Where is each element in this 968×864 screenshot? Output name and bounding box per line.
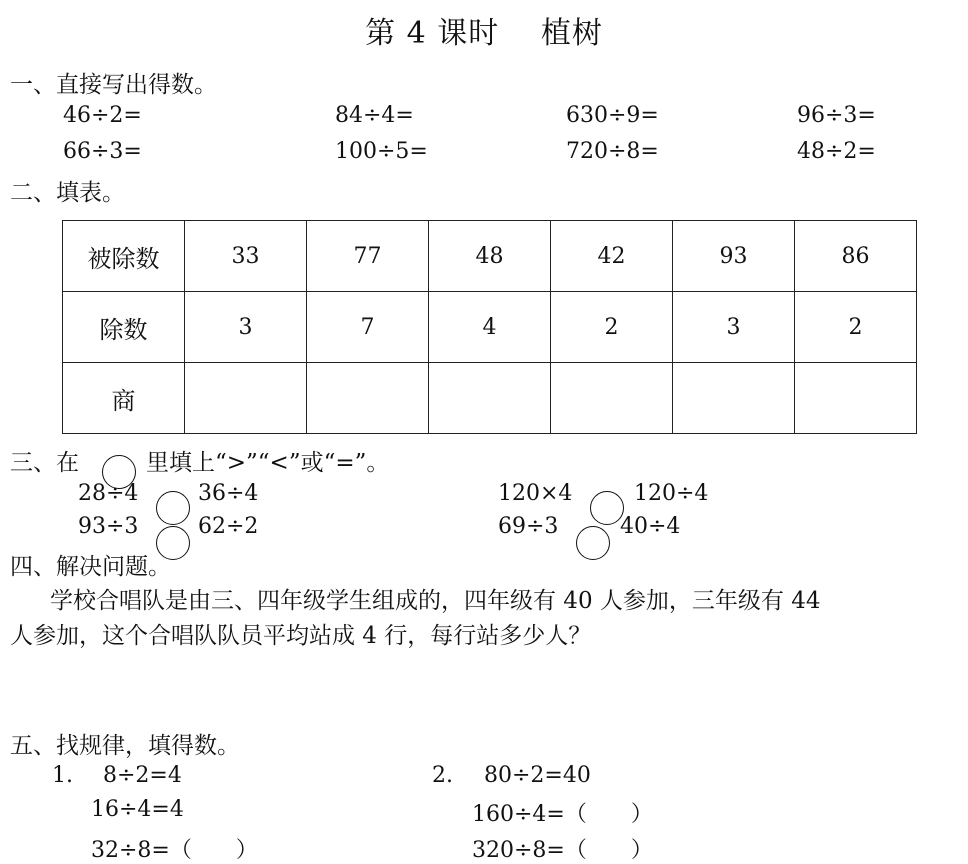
table-row [63,221,917,292]
calc-item: 84÷4= [335,103,414,128]
table-cell: 3 [185,292,307,363]
group-number: 1. [52,763,73,788]
pattern-line[interactable]: 320÷8=（ ） [472,838,653,863]
section4-heading: 四、解决问题。 [10,554,171,580]
calc-item: 66÷3= [63,139,142,164]
pattern-line[interactable]: 160÷4=（ ） [472,802,653,827]
answer-cell[interactable] [551,363,673,434]
calc-item: 96÷3= [797,103,876,128]
page-title: 第 4 课时 植树 [365,16,603,51]
compare-left: 120×4 [498,481,573,506]
compare-circle[interactable] [590,491,624,525]
row-label: 商 [63,363,185,434]
table-cell: 86 [795,221,917,292]
table-cell: 2 [795,292,917,363]
pattern-line: 8÷2=4 [103,763,182,788]
calc-item: 720÷8= [566,139,659,164]
pattern-line[interactable]: 32÷8=（ ） [91,838,258,863]
table-row [63,363,917,434]
compare-circle[interactable] [576,526,610,560]
group-number: 2. [432,763,453,788]
row-label: 除数 [63,292,185,363]
compare-right: 40÷4 [620,514,681,539]
table-cell: 7 [307,292,429,363]
section2-heading: 二、填表。 [10,180,125,206]
compare-right: 36÷4 [198,481,259,506]
problem-text-line2: 人参加，这个合唱队队员平均站成 4 行，每行站多少人？ [10,623,592,649]
compare-left: 93÷3 [78,514,139,539]
calc-item: 46÷2= [63,103,142,128]
table-row [63,292,917,363]
compare-right: 62÷2 [198,514,259,539]
answer-cell[interactable] [795,363,917,434]
calc-item: 48÷2= [797,139,876,164]
table-cell: 42 [551,221,673,292]
problem-text-line1: 学校合唱队是由三、四年级学生组成的，四年级有 40 人参加，三年级有 44 [50,588,821,614]
table-cell: 77 [307,221,429,292]
section3-heading-prefix: 三、在 [10,450,79,476]
answer-cell[interactable] [185,363,307,434]
division-table [62,220,917,434]
section1-heading: 一、直接写出得数。 [10,72,217,98]
calc-item: 100÷5= [335,139,428,164]
pattern-line: 80÷2=40 [484,763,591,788]
table-cell: 3 [673,292,795,363]
row-label: 被除数 [63,221,185,292]
table-cell: 48 [429,221,551,292]
compare-left: 69÷3 [498,514,559,539]
answer-cell[interactable] [673,363,795,434]
table-cell: 93 [673,221,795,292]
table-cell: 4 [429,292,551,363]
section3-heading-suffix: 里填上“>”“<”或“=”。 [146,450,390,476]
compare-right: 120÷4 [634,481,709,506]
pattern-line: 16÷4=4 [91,797,184,822]
answer-cell[interactable] [429,363,551,434]
compare-left: 28÷4 [78,481,139,506]
table-cell: 2 [551,292,673,363]
compare-circle[interactable] [156,491,190,525]
table-cell: 33 [185,221,307,292]
calc-item: 630÷9= [566,103,659,128]
section5-heading: 五、找规律，填得数。 [10,733,240,759]
answer-cell[interactable] [307,363,429,434]
